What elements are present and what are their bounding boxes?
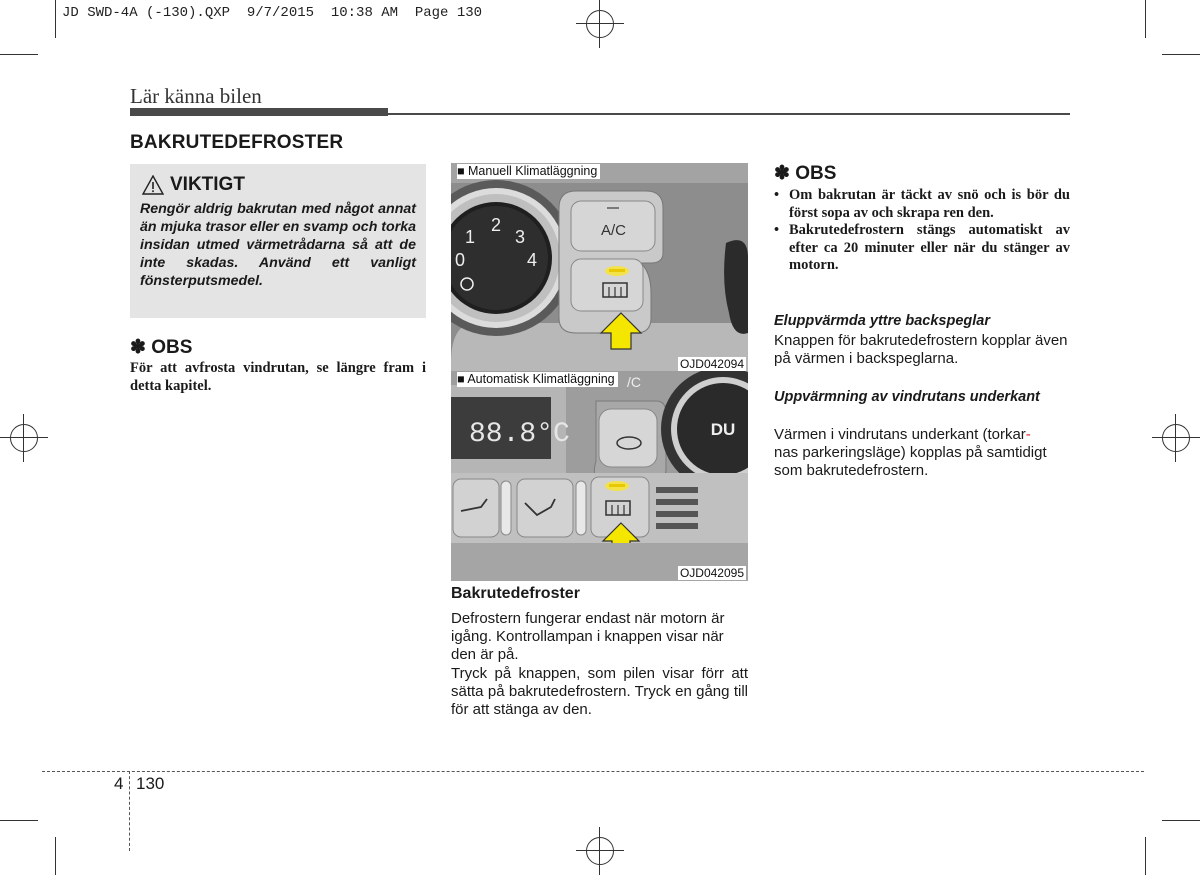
fan-speed-0: 0 (455, 250, 466, 270)
manual-climate-illustration (451, 163, 748, 372)
fan-speed-1: 1 (465, 227, 476, 247)
warning-title-text: VIKTIGT (170, 174, 245, 195)
list-item (774, 222, 1070, 275)
warning-box (130, 164, 426, 318)
crop-mark (55, 0, 56, 38)
crop-mark (0, 54, 38, 55)
figure-caption: ■ Automatisk Klimatläggning (457, 372, 618, 387)
ac-label: A/C (601, 222, 627, 239)
left-obs-body: För att avfrosta vindrutan, se längre fram i detta kapitel. (130, 360, 426, 394)
fan-speed-3: 3 (515, 227, 526, 247)
figure-caption: ■ Manuell Klimatläggning (457, 164, 600, 179)
mirrors-body: Knappen för bakrutedefrostern kopplar även på värmen i backspeglarna. (774, 332, 1068, 367)
bullet-icon: • (774, 222, 780, 238)
section-name: Lär känna bilen (130, 84, 262, 108)
warning-triangle-icon (142, 175, 164, 195)
figure-manual-climate (451, 163, 748, 372)
crop-mark (1145, 0, 1146, 38)
figure-automatic-climate (451, 371, 748, 581)
footer-divider (129, 771, 130, 851)
right-obs-title: ✽ OBS (774, 163, 837, 184)
bullet-text: Bakrutedefrostern stängs automatiskt av efter ca 20 minuter eller när du stänger av motorn. (789, 222, 1070, 273)
mirrors-heading: Eluppvärmda yttre backspeglar (774, 313, 990, 329)
windshield-hyphen: - (1025, 426, 1031, 443)
bakrutedefroster-heading: Bakrutedefroster (451, 585, 580, 602)
registration-mark-right-icon (1152, 414, 1200, 462)
registration-mark-top-icon (576, 0, 624, 48)
dual-label: DU (710, 420, 736, 439)
registration-mark-left-icon (0, 414, 48, 462)
fan-speed-2: 2 (491, 215, 502, 235)
bullet-icon: • (774, 187, 780, 203)
crop-mark (1145, 837, 1146, 875)
footer-rule (42, 771, 1144, 772)
crop-mark (0, 820, 38, 821)
crop-mark (55, 837, 56, 875)
registration-mark-bottom-icon (576, 827, 624, 875)
crop-mark (1162, 54, 1200, 55)
bakrutedefroster-paragraph-1: Defrostern fungerar endast när motorn är igång. Kontrollampan i knappen visar när den är på. (451, 610, 725, 663)
list-item (774, 187, 1070, 222)
page-number: 130 (136, 774, 165, 793)
bakrutedefroster-paragraph-2: Tryck på knappen, som pilen visar förr att sätta på bakrutedefrostern. Tryck en gång till för att stänga av den. (451, 665, 748, 718)
crop-mark (1162, 820, 1200, 821)
warning-body: Rengör aldrig bakrutan med något annat än mjuka trasor eller en svamp och torka insidan utmed värmetrådarna så att de inte skadas. Använd ett vanligt fönsterputsmedel. (140, 201, 416, 289)
ac-label-partial: /C (627, 374, 641, 390)
temperature-display: 88.8°C (469, 419, 570, 450)
obs-bullet-list (774, 187, 1070, 275)
warning-title (142, 174, 245, 196)
page-heading: BAKRUTEDEFROSTER (130, 132, 344, 153)
windshield-body-part-a: Värmen i vindrutans underkant (torkar (774, 426, 1026, 443)
windshield-body (774, 426, 1070, 480)
bullet-text: Om bakrutan är täckt av snö och is bör du först sopa av och skrapa ren den. (789, 187, 1070, 221)
chapter-number: 4 (114, 774, 124, 793)
left-obs-title: ✽ OBS (130, 337, 193, 358)
header-rule (388, 113, 1070, 115)
print-header: JD SWD-4A (-130).QXP 9/7/2015 10:38 AM Page 130 (62, 5, 483, 21)
figure-code: OJD042094 (679, 357, 744, 371)
figure-code: OJD042095 (679, 566, 744, 580)
header-bar (130, 108, 388, 116)
fan-speed-4: 4 (527, 250, 538, 270)
windshield-heading: Uppvärmning av vindrutans underkant (774, 389, 1040, 405)
automatic-climate-illustration (451, 371, 748, 581)
windshield-body-part-b: nas parkeringsläge) kopplas på samtidigt som bakrutedefrostern. (774, 444, 1047, 479)
